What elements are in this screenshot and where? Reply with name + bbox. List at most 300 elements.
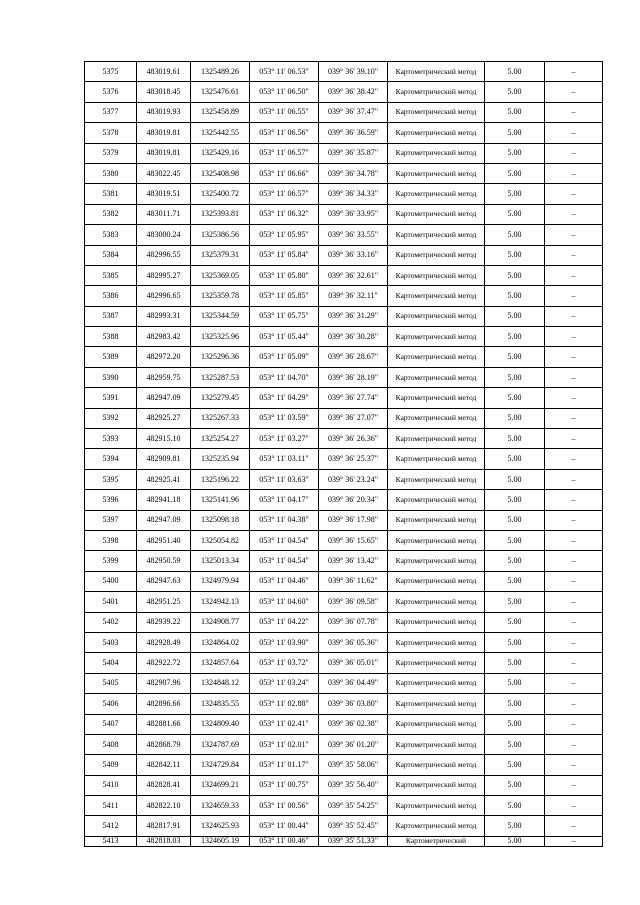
table-row	[85, 673, 603, 693]
cell-x-coordinate: 482947.09	[137, 388, 191, 408]
cell-y-coordinate: 1325141.96	[191, 490, 250, 510]
cell-accuracy: 5.00	[485, 184, 545, 204]
cell-y-coordinate: 1324979.94	[191, 571, 250, 591]
cell-description: –	[545, 143, 603, 163]
cell-accuracy: 5.00	[485, 245, 545, 265]
cell-point-number: 5403	[85, 632, 137, 652]
cell-latitude: 053° 11' 04.70"	[250, 367, 319, 387]
cell-point-number: 5400	[85, 571, 137, 591]
cell-latitude: 053° 11' 03.90"	[250, 632, 319, 652]
cell-method: Картометрический метод	[388, 510, 485, 530]
table-row	[85, 306, 603, 326]
cell-x-coordinate: 483000.24	[137, 225, 191, 245]
cell-description: –	[545, 571, 603, 591]
cell-method: Картометрический метод	[388, 286, 485, 306]
cell-point-number: 5404	[85, 653, 137, 673]
cell-point-number: 5377	[85, 102, 137, 122]
cell-latitude: 053° 11' 05.44"	[250, 327, 319, 347]
cell-description: –	[545, 694, 603, 714]
cell-point-number: 5411	[85, 796, 137, 816]
cell-longitude: 039° 35' 58.06"	[319, 755, 388, 775]
cell-method: Картометрический метод	[388, 755, 485, 775]
cell-y-coordinate: 1324699.21	[191, 775, 250, 795]
cell-description: –	[545, 388, 603, 408]
cell-point-number: 5401	[85, 592, 137, 612]
cell-accuracy: 5.00	[485, 367, 545, 387]
cell-longitude: 039° 35' 54.25"	[319, 796, 388, 816]
cell-x-coordinate: 482947.63	[137, 571, 191, 591]
cell-y-coordinate: 1325429.16	[191, 143, 250, 163]
cell-description: –	[545, 367, 603, 387]
cell-x-coordinate: 482925.41	[137, 469, 191, 489]
cell-method: Картометрический метод	[388, 184, 485, 204]
cell-accuracy: 5.00	[485, 163, 545, 183]
cell-x-coordinate: 482818.03	[137, 836, 191, 846]
cell-longitude: 039° 36' 30.28"	[319, 327, 388, 347]
cell-y-coordinate: 1324659.33	[191, 796, 250, 816]
cell-y-coordinate: 1325442.55	[191, 123, 250, 143]
cell-longitude: 039° 35' 51.33"	[319, 836, 388, 846]
cell-latitude: 053° 11' 06.57"	[250, 143, 319, 163]
cell-x-coordinate: 482896.66	[137, 694, 191, 714]
table-row	[85, 245, 603, 265]
cell-description: –	[545, 551, 603, 571]
cell-x-coordinate: 482951.40	[137, 530, 191, 550]
table-body	[85, 62, 603, 847]
cell-latitude: 053° 11' 03.11"	[250, 449, 319, 469]
cell-longitude: 039° 36' 23.24"	[319, 469, 388, 489]
table-row	[85, 82, 603, 102]
cell-x-coordinate: 482950.59	[137, 551, 191, 571]
cell-method: Картометрический метод	[388, 306, 485, 326]
cell-x-coordinate: 482939.22	[137, 612, 191, 632]
cell-longitude: 039° 36' 20.34"	[319, 490, 388, 510]
cell-method: Картометрический метод	[388, 816, 485, 836]
table-row	[85, 388, 603, 408]
table-row	[85, 796, 603, 816]
cell-description: –	[545, 82, 603, 102]
cell-y-coordinate: 1325235.94	[191, 449, 250, 469]
cell-method: Картометрический метод	[388, 429, 485, 449]
cell-latitude: 053° 11' 06.56"	[250, 123, 319, 143]
cell-point-number: 5392	[85, 408, 137, 428]
cell-latitude: 053° 11' 03.63"	[250, 469, 319, 489]
cell-description: –	[545, 184, 603, 204]
cell-method: Картометрический метод	[388, 225, 485, 245]
cell-x-coordinate: 482828.41	[137, 775, 191, 795]
cell-y-coordinate: 1324605.19	[191, 836, 250, 846]
cell-x-coordinate: 482868.79	[137, 734, 191, 754]
cell-latitude: 053° 11' 06.55"	[250, 102, 319, 122]
cell-method: Картометрический метод	[388, 82, 485, 102]
cell-description: –	[545, 632, 603, 652]
table-row	[85, 265, 603, 285]
cell-point-number: 5402	[85, 612, 137, 632]
cell-x-coordinate: 482842.11	[137, 755, 191, 775]
cell-method: Картометрический метод	[388, 62, 485, 82]
cell-y-coordinate: 1325408.98	[191, 163, 250, 183]
table-row	[85, 816, 603, 836]
cell-latitude: 053° 11' 06.32"	[250, 204, 319, 224]
cell-method: Картометрический метод	[388, 571, 485, 591]
cell-method: Картометрический метод	[388, 551, 485, 571]
cell-method: Картометрический метод	[388, 204, 485, 224]
cell-x-coordinate: 482983.42	[137, 327, 191, 347]
table-row	[85, 143, 603, 163]
cell-y-coordinate: 1324942.13	[191, 592, 250, 612]
cell-method: Картометрический метод	[388, 714, 485, 734]
cell-description: –	[545, 714, 603, 734]
cell-longitude: 039° 36' 05.01"	[319, 653, 388, 673]
cell-x-coordinate: 482925.27	[137, 408, 191, 428]
table-row	[85, 163, 603, 183]
cell-y-coordinate: 1325393.81	[191, 204, 250, 224]
cell-description: –	[545, 775, 603, 795]
cell-latitude: 053° 11' 06.57"	[250, 184, 319, 204]
cell-y-coordinate: 1325296.36	[191, 347, 250, 367]
cell-description: –	[545, 653, 603, 673]
cell-x-coordinate: 483019.81	[137, 143, 191, 163]
table-row	[85, 204, 603, 224]
cell-longitude: 039° 36' 27.74"	[319, 388, 388, 408]
cell-method: Картометрический метод	[388, 694, 485, 714]
cell-longitude: 039° 36' 32.11"	[319, 286, 388, 306]
cell-y-coordinate: 1325359.78	[191, 286, 250, 306]
cell-description: –	[545, 490, 603, 510]
cell-x-coordinate: 482817.91	[137, 816, 191, 836]
cell-y-coordinate: 1324729.84	[191, 755, 250, 775]
cell-accuracy: 5.00	[485, 347, 545, 367]
table-row	[85, 347, 603, 367]
table-row	[85, 225, 603, 245]
cell-accuracy: 5.00	[485, 286, 545, 306]
cell-latitude: 053° 11' 03.27"	[250, 429, 319, 449]
cell-accuracy: 5.00	[485, 388, 545, 408]
cell-latitude: 053° 11' 05.80"	[250, 265, 319, 285]
cell-point-number: 5398	[85, 530, 137, 550]
cell-description: –	[545, 449, 603, 469]
cell-accuracy: 5.00	[485, 62, 545, 82]
cell-point-number: 5378	[85, 123, 137, 143]
table-row	[85, 327, 603, 347]
cell-latitude: 053° 11' 05.85"	[250, 286, 319, 306]
cell-accuracy: 5.00	[485, 102, 545, 122]
cell-description: –	[545, 306, 603, 326]
cell-x-coordinate: 483019.61	[137, 62, 191, 82]
cell-description: –	[545, 592, 603, 612]
cell-description: –	[545, 163, 603, 183]
cell-method: Картометрический метод	[388, 530, 485, 550]
cell-longitude: 039° 36' 01.20"	[319, 734, 388, 754]
table-row	[85, 102, 603, 122]
cell-description: –	[545, 816, 603, 836]
cell-x-coordinate: 482941.18	[137, 490, 191, 510]
cell-x-coordinate: 482928.49	[137, 632, 191, 652]
cell-y-coordinate: 1325287.53	[191, 367, 250, 387]
cell-accuracy: 5.00	[485, 469, 545, 489]
cell-description: –	[545, 102, 603, 122]
cell-point-number: 5381	[85, 184, 137, 204]
cell-x-coordinate: 482947.09	[137, 510, 191, 530]
table-row	[85, 408, 603, 428]
cell-description: –	[545, 796, 603, 816]
cell-y-coordinate: 1324857.64	[191, 653, 250, 673]
cell-latitude: 053° 11' 05.95"	[250, 225, 319, 245]
cell-method: Картометрический метод	[388, 734, 485, 754]
cell-y-coordinate: 1324864.02	[191, 632, 250, 652]
cell-accuracy: 5.00	[485, 592, 545, 612]
cell-method: Картометрический метод	[388, 347, 485, 367]
cell-method: Картометрический	[388, 836, 485, 846]
cell-method: Картометрический метод	[388, 653, 485, 673]
table-row	[85, 530, 603, 550]
cell-longitude: 039° 36' 34.33"	[319, 184, 388, 204]
table-row	[85, 123, 603, 143]
coordinates-table	[84, 61, 603, 847]
cell-longitude: 039° 36' 39.10"	[319, 62, 388, 82]
cell-x-coordinate: 482993.31	[137, 306, 191, 326]
cell-latitude: 053° 11' 05.09"	[250, 347, 319, 367]
cell-method: Картометрический метод	[388, 388, 485, 408]
cell-point-number: 5375	[85, 62, 137, 82]
cell-method: Картометрический метод	[388, 265, 485, 285]
cell-method: Картометрический метод	[388, 612, 485, 632]
cell-y-coordinate: 1325013.34	[191, 551, 250, 571]
cell-point-number: 5396	[85, 490, 137, 510]
cell-y-coordinate: 1325344.59	[191, 306, 250, 326]
cell-point-number: 5387	[85, 306, 137, 326]
cell-y-coordinate: 1325400.72	[191, 184, 250, 204]
cell-longitude: 039° 36' 36.59"	[319, 123, 388, 143]
cell-y-coordinate: 1325098.18	[191, 510, 250, 530]
cell-x-coordinate: 483019.93	[137, 102, 191, 122]
cell-point-number: 5383	[85, 225, 137, 245]
cell-method: Картометрический метод	[388, 408, 485, 428]
cell-y-coordinate: 1325369.05	[191, 265, 250, 285]
cell-method: Картометрический метод	[388, 673, 485, 693]
cell-y-coordinate: 1325386.56	[191, 225, 250, 245]
cell-longitude: 039° 36' 31.29"	[319, 306, 388, 326]
cell-description: –	[545, 734, 603, 754]
cell-accuracy: 5.00	[485, 510, 545, 530]
cell-longitude: 039° 36' 27.07"	[319, 408, 388, 428]
cell-description: –	[545, 469, 603, 489]
table-row	[85, 510, 603, 530]
cell-point-number: 5380	[85, 163, 137, 183]
cell-latitude: 053° 11' 04.54"	[250, 530, 319, 550]
cell-accuracy: 5.00	[485, 123, 545, 143]
cell-point-number: 5390	[85, 367, 137, 387]
cell-accuracy: 5.00	[485, 429, 545, 449]
table-row	[85, 571, 603, 591]
cell-y-coordinate: 1325458.89	[191, 102, 250, 122]
cell-longitude: 039° 36' 37.47"	[319, 102, 388, 122]
cell-latitude: 053° 11' 06.50"	[250, 82, 319, 102]
cell-method: Картометрический метод	[388, 632, 485, 652]
cell-latitude: 053° 11' 04.54"	[250, 551, 319, 571]
cell-longitude: 039° 35' 56.40"	[319, 775, 388, 795]
cell-point-number: 5379	[85, 143, 137, 163]
cell-accuracy: 5.00	[485, 734, 545, 754]
table-row	[85, 775, 603, 795]
cell-method: Картометрический метод	[388, 245, 485, 265]
cell-x-coordinate: 482881.66	[137, 714, 191, 734]
table-row	[85, 653, 603, 673]
cell-method: Картометрический метод	[388, 102, 485, 122]
cell-latitude: 053° 11' 04.60"	[250, 592, 319, 612]
cell-longitude: 039° 36' 26.36"	[319, 429, 388, 449]
cell-x-coordinate: 482915.10	[137, 429, 191, 449]
cell-latitude: 053° 11' 02.41"	[250, 714, 319, 734]
cell-y-coordinate: 1325379.31	[191, 245, 250, 265]
cell-point-number: 5386	[85, 286, 137, 306]
cell-point-number: 5382	[85, 204, 137, 224]
cell-point-number: 5399	[85, 551, 137, 571]
cell-x-coordinate: 482996.65	[137, 286, 191, 306]
cell-longitude: 039° 35' 52.45"	[319, 816, 388, 836]
cell-y-coordinate: 1325196.22	[191, 469, 250, 489]
cell-longitude: 039° 36' 33.55"	[319, 225, 388, 245]
cell-accuracy: 5.00	[485, 449, 545, 469]
cell-longitude: 039° 36' 07.78"	[319, 612, 388, 632]
cell-accuracy: 5.00	[485, 612, 545, 632]
cell-method: Картометрический метод	[388, 367, 485, 387]
table-row	[85, 734, 603, 754]
cell-x-coordinate: 482922.72	[137, 653, 191, 673]
cell-y-coordinate: 1325476.61	[191, 82, 250, 102]
cell-description: –	[545, 755, 603, 775]
table-row	[85, 286, 603, 306]
cell-point-number: 5391	[85, 388, 137, 408]
cell-longitude: 039° 36' 28.19"	[319, 367, 388, 387]
cell-accuracy: 5.00	[485, 653, 545, 673]
cell-longitude: 039° 36' 33.95"	[319, 204, 388, 224]
cell-point-number: 5410	[85, 775, 137, 795]
cell-x-coordinate: 482951.25	[137, 592, 191, 612]
cell-description: –	[545, 510, 603, 530]
cell-latitude: 053° 11' 03.59"	[250, 408, 319, 428]
cell-accuracy: 5.00	[485, 490, 545, 510]
cell-y-coordinate: 1325489.26	[191, 62, 250, 82]
cell-accuracy: 5.00	[485, 755, 545, 775]
cell-longitude: 039° 36' 25.37"	[319, 449, 388, 469]
cell-x-coordinate: 483022.45	[137, 163, 191, 183]
cell-latitude: 053° 11' 03.24"	[250, 673, 319, 693]
cell-accuracy: 5.00	[485, 796, 545, 816]
cell-y-coordinate: 1325254.27	[191, 429, 250, 449]
cell-method: Картометрический метод	[388, 592, 485, 612]
cell-description: –	[545, 347, 603, 367]
cell-longitude: 039° 36' 17.98"	[319, 510, 388, 530]
table-row	[85, 714, 603, 734]
cell-point-number: 5408	[85, 734, 137, 754]
cell-latitude: 053° 11' 02.01"	[250, 734, 319, 754]
cell-x-coordinate: 483019.81	[137, 123, 191, 143]
cell-longitude: 039° 36' 02.38"	[319, 714, 388, 734]
cell-accuracy: 5.00	[485, 694, 545, 714]
cell-x-coordinate: 482972.20	[137, 347, 191, 367]
cell-accuracy: 5.00	[485, 530, 545, 550]
cell-latitude: 053° 11' 04.22"	[250, 612, 319, 632]
cell-point-number: 5406	[85, 694, 137, 714]
cell-x-coordinate: 482822.10	[137, 796, 191, 816]
cell-x-coordinate: 482996.55	[137, 245, 191, 265]
cell-description: –	[545, 836, 603, 846]
cell-description: –	[545, 408, 603, 428]
cell-point-number: 5376	[85, 82, 137, 102]
cell-y-coordinate: 1325054.82	[191, 530, 250, 550]
cell-y-coordinate: 1324848.12	[191, 673, 250, 693]
table-row	[85, 755, 603, 775]
table-row	[85, 469, 603, 489]
cell-point-number: 5394	[85, 449, 137, 469]
cell-longitude: 039° 36' 38.42"	[319, 82, 388, 102]
cell-y-coordinate: 1325325.96	[191, 327, 250, 347]
cell-longitude: 039° 36' 13.42"	[319, 551, 388, 571]
cell-latitude: 053° 11' 01.17"	[250, 755, 319, 775]
cell-point-number: 5393	[85, 429, 137, 449]
cell-longitude: 039° 36' 05.36"	[319, 632, 388, 652]
table-row	[85, 632, 603, 652]
cell-latitude: 053° 11' 04.29"	[250, 388, 319, 408]
table-row	[85, 449, 603, 469]
cell-accuracy: 5.00	[485, 571, 545, 591]
cell-accuracy: 5.00	[485, 306, 545, 326]
cell-accuracy: 5.00	[485, 225, 545, 245]
cell-method: Картометрический метод	[388, 163, 485, 183]
cell-y-coordinate: 1325267.33	[191, 408, 250, 428]
cell-accuracy: 5.00	[485, 143, 545, 163]
cell-y-coordinate: 1324908.77	[191, 612, 250, 632]
cell-longitude: 039° 36' 11.62"	[319, 571, 388, 591]
cell-latitude: 053° 11' 06.53"	[250, 62, 319, 82]
cell-description: –	[545, 204, 603, 224]
cell-latitude: 053° 11' 00.56"	[250, 796, 319, 816]
cell-latitude: 053° 11' 02.88"	[250, 694, 319, 714]
cell-accuracy: 5.00	[485, 673, 545, 693]
cell-latitude: 053° 11' 03.72"	[250, 653, 319, 673]
cell-x-coordinate: 483018.45	[137, 82, 191, 102]
cell-description: –	[545, 286, 603, 306]
cell-method: Картометрический метод	[388, 775, 485, 795]
cell-latitude: 053° 11' 00.44"	[250, 816, 319, 836]
cell-description: –	[545, 265, 603, 285]
cell-accuracy: 5.00	[485, 82, 545, 102]
cell-accuracy: 5.00	[485, 551, 545, 571]
cell-longitude: 039° 36' 33.16"	[319, 245, 388, 265]
cell-longitude: 039° 36' 04.49"	[319, 673, 388, 693]
cell-point-number: 5413	[85, 836, 137, 846]
table-row	[85, 694, 603, 714]
cell-method: Картометрический метод	[388, 123, 485, 143]
cell-longitude: 039° 36' 28.67"	[319, 347, 388, 367]
cell-latitude: 053° 11' 00.46"	[250, 836, 319, 846]
cell-method: Картометрический метод	[388, 143, 485, 163]
cell-latitude: 053° 11' 04.38"	[250, 510, 319, 530]
cell-latitude: 053° 11' 05.75"	[250, 306, 319, 326]
cell-accuracy: 5.00	[485, 836, 545, 846]
cell-latitude: 053° 11' 04.46"	[250, 571, 319, 591]
cell-method: Картометрический метод	[388, 796, 485, 816]
cell-method: Картометрический метод	[388, 490, 485, 510]
cell-description: –	[545, 327, 603, 347]
cell-latitude: 053° 11' 04.17"	[250, 490, 319, 510]
cell-longitude: 039° 36' 03.80"	[319, 694, 388, 714]
cell-description: –	[545, 673, 603, 693]
cell-accuracy: 5.00	[485, 204, 545, 224]
cell-description: –	[545, 245, 603, 265]
cell-accuracy: 5.00	[485, 327, 545, 347]
